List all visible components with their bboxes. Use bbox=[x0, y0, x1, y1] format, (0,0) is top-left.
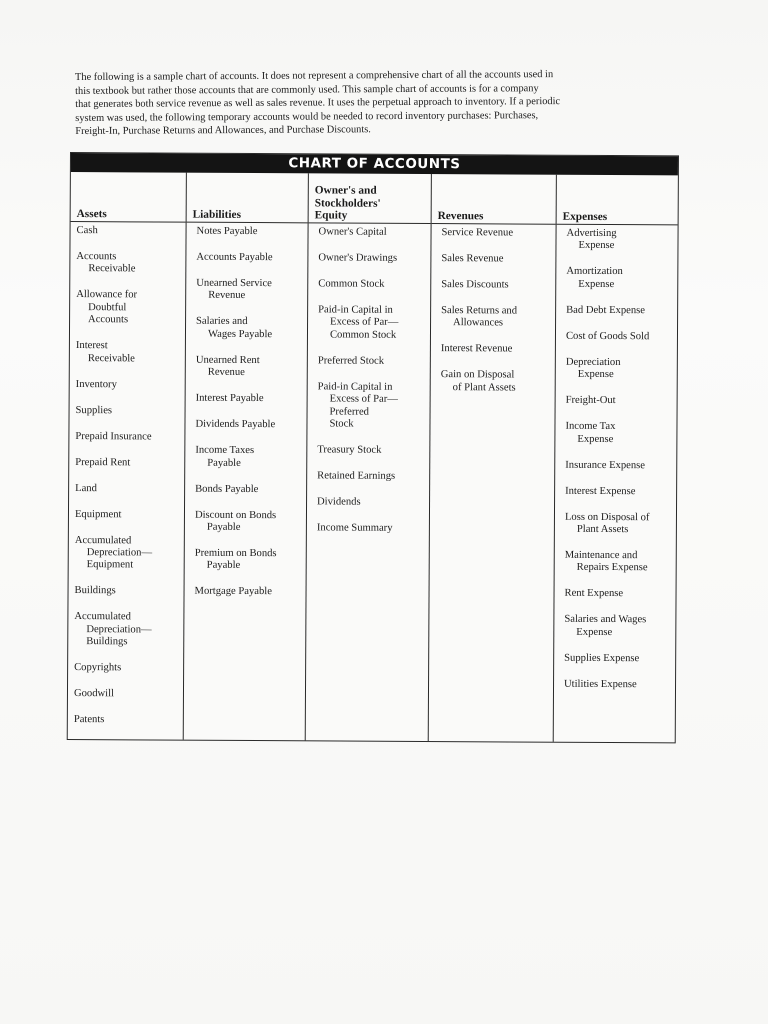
account-name: Insurance Expense bbox=[565, 459, 646, 471]
account-name: Gain on Disposal bbox=[440, 369, 515, 381]
account-name-continued: Wages Payable bbox=[207, 328, 273, 340]
account-item bbox=[75, 457, 181, 470]
account-name-continued: Expense bbox=[577, 369, 614, 381]
account-name: Prepaid Rent bbox=[75, 456, 131, 468]
chart-title: CHART OF ACCOUNTS bbox=[71, 153, 678, 175]
account-item bbox=[564, 653, 672, 666]
account-name: Inventory bbox=[75, 378, 117, 390]
account-name: Salaries and bbox=[196, 316, 248, 328]
account-name-continued: Depreciation— Buildings bbox=[86, 623, 152, 648]
account-item bbox=[318, 252, 427, 265]
account-name-continued: Receivable bbox=[88, 263, 136, 275]
header-rule bbox=[557, 224, 678, 226]
account-item bbox=[441, 253, 552, 266]
account-name: Land bbox=[75, 482, 97, 494]
account-item bbox=[75, 585, 181, 598]
account-name: Cost of Goods Sold bbox=[565, 330, 650, 343]
account-item bbox=[317, 381, 426, 431]
header-rule bbox=[71, 221, 186, 223]
column-header-liabilities: Liabilities bbox=[192, 209, 242, 222]
account-name: Bad Debt Expense bbox=[566, 304, 645, 317]
account-name-continued: Depreciation— Equipment bbox=[86, 547, 153, 571]
account-name: Sales Returns and bbox=[441, 305, 518, 317]
column-equity bbox=[305, 173, 431, 741]
account-name: Treasury Stock bbox=[317, 444, 382, 456]
account-item bbox=[564, 614, 672, 639]
account-item bbox=[76, 251, 182, 276]
account-name: Buildings bbox=[74, 585, 116, 597]
account-name: Supplies Expense bbox=[564, 652, 640, 664]
account-name: Accumulated bbox=[74, 611, 131, 623]
account-name: Utilities Expense bbox=[564, 678, 637, 690]
account-name: Amortization bbox=[566, 266, 623, 278]
account-name-continued: Excess of Par— Common Stock bbox=[329, 316, 399, 341]
account-name: Maintenance and bbox=[564, 549, 638, 562]
account-item bbox=[566, 228, 674, 253]
account-item bbox=[75, 509, 181, 522]
account-name-continued: Payable bbox=[206, 560, 241, 572]
account-item bbox=[196, 355, 304, 380]
account-item bbox=[441, 279, 552, 292]
account-name: Dividends bbox=[317, 496, 361, 508]
column-header-expenses: Expenses bbox=[562, 211, 608, 224]
account-name-continued: Allowances bbox=[453, 317, 504, 329]
account-name: Equipment bbox=[74, 508, 122, 520]
account-name: Unearned Service bbox=[196, 277, 272, 290]
column-header-revenues: Revenues bbox=[437, 210, 484, 223]
account-name: Service Revenue bbox=[441, 227, 514, 239]
account-name: Premium on Bonds bbox=[194, 547, 277, 560]
account-item bbox=[317, 522, 426, 535]
account-item bbox=[196, 316, 304, 341]
account-name: Accounts Payable bbox=[196, 251, 273, 264]
account-item bbox=[566, 357, 674, 382]
account-name-continued: Plant Assets bbox=[576, 523, 629, 536]
account-item bbox=[195, 445, 303, 470]
header-rule bbox=[187, 222, 308, 224]
account-name: Owner's Capital bbox=[318, 226, 387, 238]
account-name: Paid-in Capital in bbox=[318, 304, 393, 316]
account-name: Patents bbox=[73, 714, 105, 726]
account-name: Rent Expense bbox=[564, 588, 624, 600]
account-name-continued: Revenue bbox=[207, 366, 245, 379]
account-item bbox=[75, 431, 181, 444]
account-name: Interest Revenue bbox=[440, 343, 513, 355]
account-name: Discount on Bonds bbox=[194, 509, 277, 521]
account-item bbox=[318, 355, 427, 368]
account-name: Retained Earnings bbox=[317, 470, 396, 482]
account-item bbox=[441, 343, 552, 356]
account-item bbox=[319, 226, 428, 239]
account-name: Unearned Rent bbox=[195, 354, 260, 366]
account-item bbox=[441, 305, 552, 330]
account-name: Mortgage Payable bbox=[194, 586, 272, 598]
account-item bbox=[565, 511, 673, 536]
account-name: Paid-in Capital in bbox=[317, 381, 393, 393]
account-item bbox=[565, 588, 673, 601]
account-name: Sales Discounts bbox=[441, 279, 509, 291]
account-name-continued: Expense bbox=[578, 278, 615, 290]
account-name: Interest Expense bbox=[565, 485, 636, 497]
account-item bbox=[76, 379, 182, 392]
account-name: Copyrights bbox=[74, 662, 122, 674]
header-rule bbox=[432, 223, 556, 225]
intro-line: this textbook but rather those accounts that are commonly used. This sample chart of accounts is for a company bbox=[75, 82, 539, 97]
account-item bbox=[317, 470, 426, 483]
account-item bbox=[196, 252, 304, 265]
account-name: Notes Payable bbox=[196, 225, 258, 238]
account-item bbox=[195, 509, 303, 534]
account-name: Preferred Stock bbox=[317, 355, 385, 367]
account-name-continued: Receivable bbox=[87, 352, 135, 364]
account-name: Common Stock bbox=[318, 278, 385, 290]
account-item bbox=[196, 393, 304, 406]
account-item bbox=[565, 550, 673, 575]
account-name-continued: Payable bbox=[206, 521, 241, 533]
account-item bbox=[74, 611, 180, 649]
account-name-continued: Revenue bbox=[208, 290, 246, 302]
account-item bbox=[74, 688, 180, 701]
account-name: Salaries and Wages bbox=[564, 614, 647, 626]
account-item bbox=[75, 483, 181, 496]
account-name: Interest Payable bbox=[195, 392, 264, 405]
account-item bbox=[76, 340, 182, 365]
chart-of-accounts-table bbox=[67, 152, 679, 743]
account-name: Loss on Disposal of bbox=[564, 511, 650, 523]
column-header-assets: Assets bbox=[76, 208, 107, 221]
intro-line: system was used, the following temporary accounts would be needed to record inventory purchases: Purchases, bbox=[75, 109, 539, 124]
account-item bbox=[566, 331, 674, 344]
account-name: Supplies bbox=[75, 404, 113, 416]
account-name: Dividends Payable bbox=[195, 418, 276, 431]
account-name-continued: Doubtful Accounts bbox=[88, 301, 129, 326]
account-item bbox=[76, 405, 182, 418]
account-name: Interest bbox=[75, 340, 108, 352]
account-name-continued: Expense bbox=[578, 240, 615, 252]
intro-line: The following is a sample chart of accounts. It does not represent a comprehensive chart of all the accounts used in bbox=[75, 69, 554, 83]
column-expenses bbox=[553, 175, 678, 743]
account-item bbox=[76, 289, 182, 327]
account-name: Income Summary bbox=[316, 522, 393, 534]
account-item bbox=[564, 679, 672, 692]
intro-paragraph bbox=[75, 67, 675, 139]
account-item bbox=[566, 305, 674, 318]
column-liabilities bbox=[183, 173, 308, 741]
intro-line: Freight-In, Purchase Returns and Allowances, and Purchase Discounts. bbox=[75, 124, 371, 138]
column-header-equity: Owner's and Stockholders' Equity bbox=[314, 184, 381, 222]
account-item bbox=[318, 304, 427, 342]
intro-line: that generates both service revenue as well as sales revenue. It uses the perpetual approach to inventory. If a periodic bbox=[75, 96, 561, 111]
header-rule bbox=[309, 222, 431, 224]
account-item bbox=[75, 535, 181, 573]
account-item bbox=[195, 419, 303, 432]
account-item bbox=[565, 485, 673, 498]
account-name: Cash bbox=[76, 225, 98, 237]
account-item bbox=[566, 266, 674, 291]
account-name: Sales Revenue bbox=[441, 253, 504, 265]
account-item bbox=[77, 225, 183, 238]
account-name: Prepaid Insurance bbox=[75, 430, 152, 443]
account-name: Bonds Payable bbox=[195, 483, 259, 495]
account-name: Accumulated bbox=[74, 534, 132, 546]
account-name: Income Taxes bbox=[195, 444, 255, 457]
account-item bbox=[195, 483, 303, 496]
column-revenues bbox=[428, 174, 556, 742]
account-name-continued: Expense bbox=[577, 433, 614, 445]
account-name: Income Tax bbox=[565, 420, 616, 433]
account-name: Owner's Drawings bbox=[318, 252, 398, 264]
account-item bbox=[566, 395, 674, 408]
account-name: Accounts bbox=[76, 251, 117, 263]
account-name: Allowance for bbox=[76, 289, 138, 301]
account-item bbox=[74, 714, 180, 727]
account-item bbox=[441, 369, 552, 394]
account-item bbox=[317, 496, 426, 509]
account-name: Advertising bbox=[566, 227, 617, 240]
account-name: Goodwill bbox=[73, 688, 115, 700]
account-name-continued: Repairs Expense bbox=[576, 562, 648, 574]
account-item bbox=[565, 459, 673, 472]
account-item bbox=[317, 444, 426, 457]
account-name-continued: Expense bbox=[576, 626, 613, 638]
account-item bbox=[197, 226, 305, 239]
account-name: Depreciation bbox=[565, 356, 621, 368]
account-item bbox=[318, 278, 427, 291]
account-item bbox=[196, 278, 304, 303]
account-item bbox=[442, 227, 553, 240]
account-item bbox=[195, 548, 303, 573]
account-item bbox=[565, 421, 673, 446]
account-name-continued: Excess of Par— Preferred Stock bbox=[329, 393, 398, 430]
account-name-continued: of Plant Assets bbox=[452, 381, 516, 394]
account-item bbox=[74, 662, 180, 675]
column-assets bbox=[68, 172, 186, 740]
account-item bbox=[195, 586, 303, 599]
account-name-continued: Payable bbox=[207, 457, 241, 469]
account-name: Freight-Out bbox=[565, 394, 616, 407]
